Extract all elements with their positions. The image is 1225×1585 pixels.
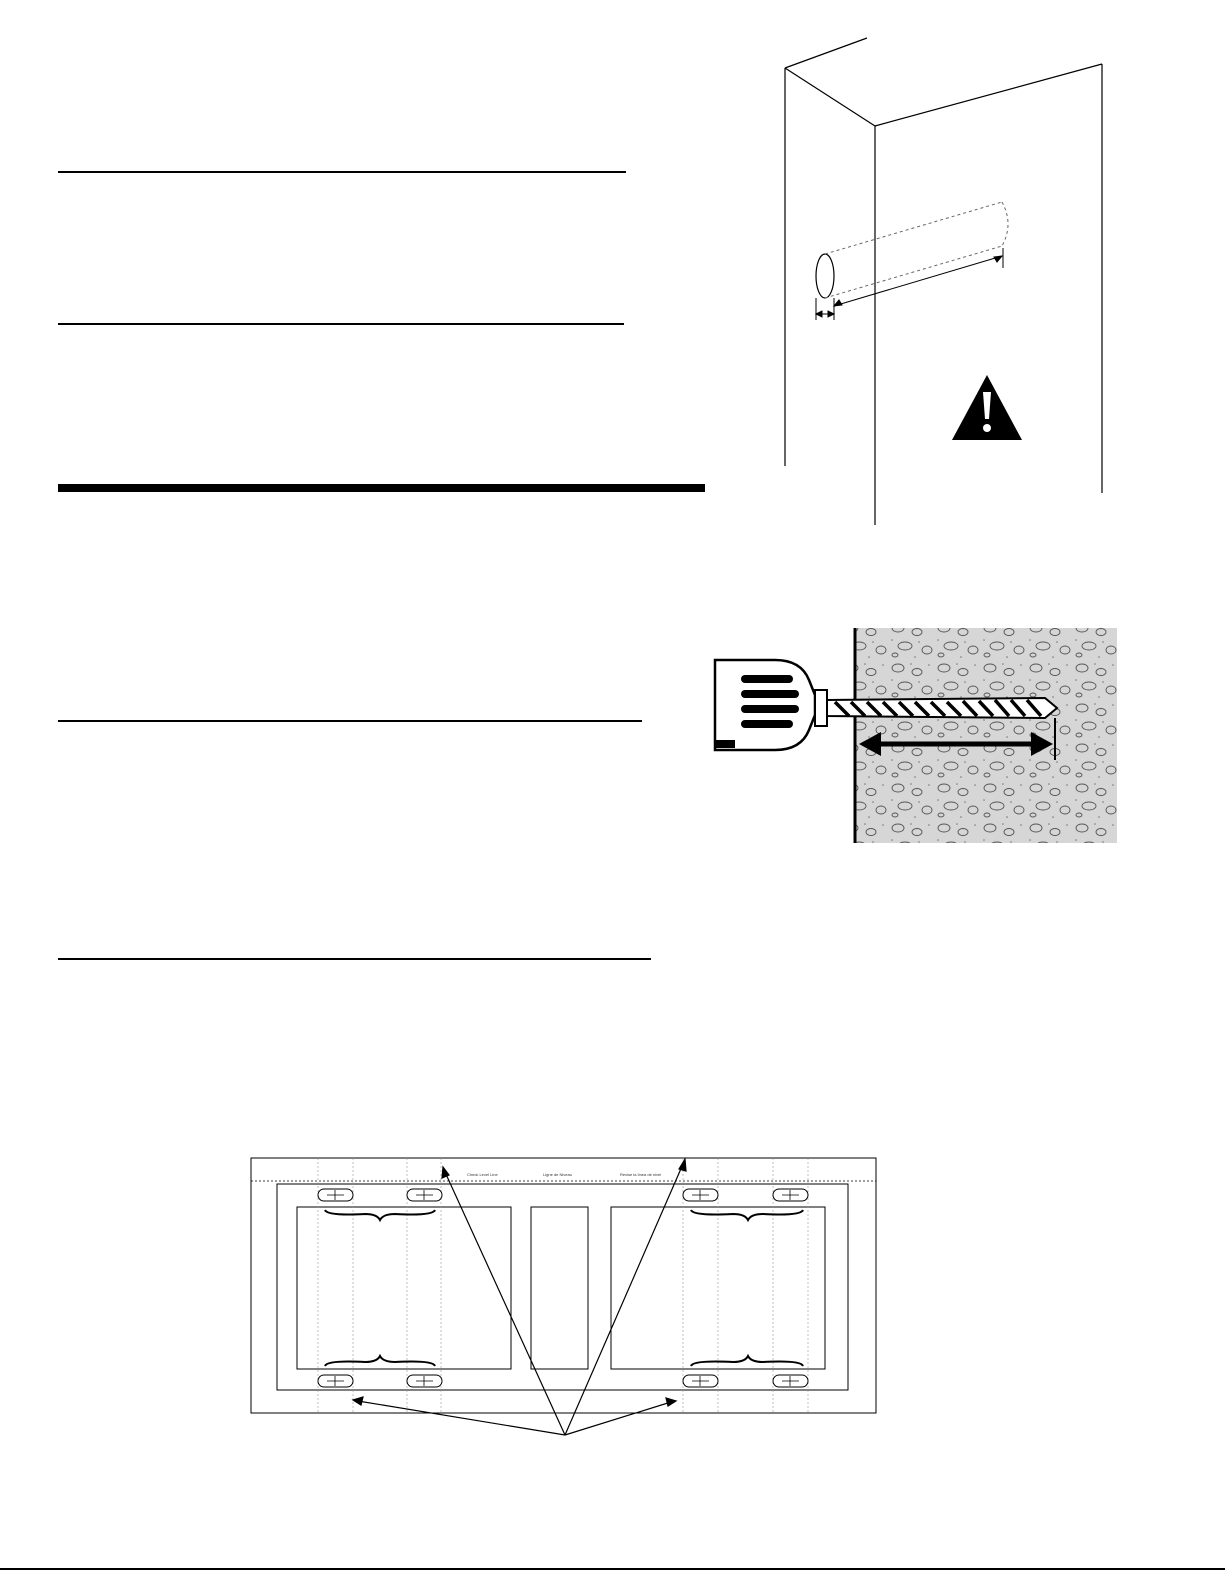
depth-dimension [816,248,1003,320]
mounting-slots [318,1189,808,1387]
drill-body [715,660,827,750]
wall-hole-diagram [770,30,1115,530]
bracket-braces [325,1210,803,1366]
section-rule-4 [58,958,651,960]
template-label-1: Check Level Line [467,1172,498,1177]
section-rule-2 [58,323,624,325]
template-label-2: Ligne de Niveau [543,1172,572,1177]
section-heavy-rule [58,484,705,492]
section-rule-1 [58,171,626,173]
mounting-template-diagram [245,1150,885,1450]
drill-concrete-diagram [705,620,1125,850]
drilled-hole [816,202,1008,298]
drill-bit [827,698,1057,718]
template-label-3: Revise la línea de nivel [620,1172,662,1177]
callout-arrows [353,1159,686,1435]
exclamation-triangle-icon [952,375,1022,440]
footer-rule [0,1568,1225,1570]
concrete-wall [855,628,1117,843]
section-rule-3 [58,720,642,722]
